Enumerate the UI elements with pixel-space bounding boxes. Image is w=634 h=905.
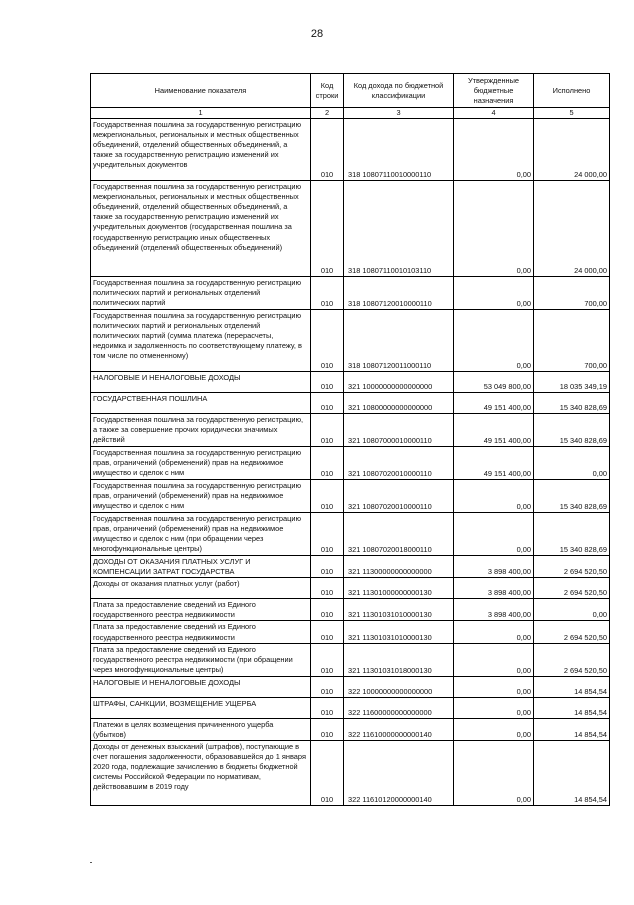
col-number: 5 — [534, 108, 610, 119]
row-kbk: 321 11301031010000130 — [344, 621, 454, 643]
row-approved: 0,00 — [454, 119, 534, 181]
row-executed: 2 694 520,50 — [534, 578, 610, 599]
row-executed: 700,00 — [534, 310, 610, 372]
row-code: 010 — [311, 447, 344, 480]
row-executed: 14 854,54 — [534, 697, 610, 718]
row-code: 010 — [311, 181, 344, 277]
revenue-table — [90, 73, 610, 806]
row-code: 010 — [311, 643, 344, 676]
row-name: ДОХОДЫ ОТ ОКАЗАНИЯ ПЛАТНЫХ УСЛУГ И КОМПЕНСАЦИИ ЗАТРАТ ГОСУДАРСТВА — [91, 556, 311, 578]
row-name: Государственная пошлина за государственную регистрацию прав, ограничений (обременений) прав на недвижимое имущество и сделок с ним — [91, 480, 311, 513]
table-header-row — [91, 74, 610, 108]
row-code: 010 — [311, 119, 344, 181]
row-code: 010 — [311, 676, 344, 697]
row-name: Государственная пошлина за государственную регистрацию политических партий и региональных отделений политических партий — [91, 277, 311, 310]
col-number: 1 — [91, 108, 311, 119]
row-name: Государственная пошлина за государственную регистрацию политических партий и региональных отделений политических партий (сумма платежа (перерасчеты, недоимка и задолженность по соответствующему платежу, в том числе по отмененному) — [91, 310, 311, 372]
row-kbk: 318 10807120010000110 — [344, 277, 454, 310]
table-row — [91, 621, 610, 643]
row-name: Государственная пошлина за государственную регистрацию прав, ограничений (обременений) прав на недвижимое имущество и сделок с ним — [91, 447, 311, 480]
row-kbk: 321 10800000000000000 — [344, 393, 454, 414]
table-row — [91, 447, 610, 480]
row-name: Государственная пошлина за государственную регистрацию, а также за совершение прочих юридически значимых действий — [91, 414, 311, 447]
row-code: 010 — [311, 393, 344, 414]
row-executed: 2 694 520,50 — [534, 556, 610, 578]
row-name: Плата за предоставление сведений из Единого государственного реестра недвижимости (при обращении через многофункциональные центры) — [91, 643, 311, 676]
row-approved: 3 898 400,00 — [454, 578, 534, 599]
table-row — [91, 599, 610, 621]
row-kbk: 322 11610120000000140 — [344, 740, 454, 805]
row-kbk: 322 11610000000000140 — [344, 718, 454, 740]
table-row — [91, 372, 610, 393]
header-code: Код строки — [311, 74, 344, 108]
table-row — [91, 181, 610, 277]
row-code: 010 — [311, 697, 344, 718]
header-approved: Утвержденные бюджетные назначения — [454, 74, 534, 108]
table-row — [91, 718, 610, 740]
row-code: 010 — [311, 718, 344, 740]
row-name: Платежи в целях возмещения причиненного ущерба (убытков) — [91, 718, 311, 740]
row-approved: 0,00 — [454, 718, 534, 740]
row-name: Плата за предоставление сведений из Единого государственного реестра недвижимости — [91, 599, 311, 621]
row-code: 010 — [311, 277, 344, 310]
header-kbk: Код дохода по бюджетной классификации — [344, 74, 454, 108]
row-code: 010 — [311, 578, 344, 599]
row-approved: 0,00 — [454, 676, 534, 697]
row-kbk: 321 11301031010000130 — [344, 599, 454, 621]
table-row — [91, 578, 610, 599]
column-number-row — [91, 108, 610, 119]
col-number: 4 — [454, 108, 534, 119]
row-kbk: 321 10000000000000000 — [344, 372, 454, 393]
table-row — [91, 676, 610, 697]
row-kbk: 322 10000000000000000 — [344, 676, 454, 697]
row-executed: 14 854,54 — [534, 718, 610, 740]
row-approved: 3 898 400,00 — [454, 599, 534, 621]
table-row — [91, 310, 610, 372]
row-kbk: 322 11600000000000000 — [344, 697, 454, 718]
row-kbk: 321 10807020010000110 — [344, 447, 454, 480]
row-kbk: 321 10807020018000110 — [344, 513, 454, 556]
row-executed: 15 340 828,69 — [534, 393, 610, 414]
row-executed: 24 000,00 — [534, 181, 610, 277]
row-name: ГОСУДАРСТВЕННАЯ ПОШЛИНА — [91, 393, 311, 414]
page-number: 28 — [310, 28, 324, 40]
row-kbk: 321 10807000010000110 — [344, 414, 454, 447]
row-name: Плата за предоставление сведений из Единого государственного реестра недвижимости — [91, 621, 311, 643]
row-approved: 0,00 — [454, 480, 534, 513]
row-name: Доходы от оказания платных услуг (работ) — [91, 578, 311, 599]
row-kbk: 318 10807110010000110 — [344, 119, 454, 181]
row-executed: 0,00 — [534, 447, 610, 480]
row-approved: 0,00 — [454, 621, 534, 643]
row-kbk: 321 11301031018000130 — [344, 643, 454, 676]
header-name: Наименование показателя — [91, 74, 311, 108]
row-approved: 3 898 400,00 — [454, 556, 534, 578]
row-executed: 14 854,54 — [534, 676, 610, 697]
row-kbk: 318 10807120011000110 — [344, 310, 454, 372]
col-number: 2 — [311, 108, 344, 119]
row-code: 010 — [311, 513, 344, 556]
table-row — [91, 697, 610, 718]
row-code: 010 — [311, 740, 344, 805]
row-code: 010 — [311, 414, 344, 447]
row-approved: 0,00 — [454, 643, 534, 676]
row-approved: 49 151 400,00 — [454, 393, 534, 414]
row-approved: 53 049 800,00 — [454, 372, 534, 393]
table-row — [91, 480, 610, 513]
table-row — [91, 643, 610, 676]
row-approved: 0,00 — [454, 513, 534, 556]
footer-mark — [90, 862, 92, 863]
row-code: 010 — [311, 372, 344, 393]
row-name: Доходы от денежных взысканий (штрафов), поступающие в счет погашения задолженности, образовавшейся до 1 января 2020 года, подлежащие зачислению в бюджеты бюджетной системы Российской Федерации по нормативам, действовавшим в 2019 году — [91, 740, 311, 805]
header-executed: Исполнено — [534, 74, 610, 108]
row-executed: 15 340 828,69 — [534, 513, 610, 556]
row-executed: 24 000,00 — [534, 119, 610, 181]
table-row — [91, 740, 610, 805]
row-executed: 15 340 828,69 — [534, 480, 610, 513]
row-name: НАЛОГОВЫЕ И НЕНАЛОГОВЫЕ ДОХОДЫ — [91, 372, 311, 393]
table-row — [91, 119, 610, 181]
row-approved: 49 151 400,00 — [454, 414, 534, 447]
row-name: ШТРАФЫ, САНКЦИИ, ВОЗМЕЩЕНИЕ УЩЕРБА — [91, 697, 311, 718]
row-code: 010 — [311, 599, 344, 621]
col-number: 3 — [344, 108, 454, 119]
table-row — [91, 414, 610, 447]
table-row — [91, 393, 610, 414]
row-code: 010 — [311, 621, 344, 643]
row-executed: 2 694 520,50 — [534, 621, 610, 643]
row-approved: 0,00 — [454, 277, 534, 310]
row-executed: 15 340 828,69 — [534, 414, 610, 447]
row-kbk: 321 10807020010000110 — [344, 480, 454, 513]
row-approved: 0,00 — [454, 697, 534, 718]
row-name: Государственная пошлина за государственную регистрацию прав, ограничений (обременений) прав на недвижимое имущество и сделок с ним (при обращении через многофункциональные центры) — [91, 513, 311, 556]
table-row — [91, 556, 610, 578]
row-name: Государственная пошлина за государственную регистрацию межрегиональных, региональных и местных общественных объединений, отделений общественных объединений, а также за государственную регистрацию изменений их учредительных документов — [91, 119, 311, 181]
row-executed: 14 854,54 — [534, 740, 610, 805]
table-row — [91, 277, 610, 310]
row-code: 010 — [311, 556, 344, 578]
row-name: НАЛОГОВЫЕ И НЕНАЛОГОВЫЕ ДОХОДЫ — [91, 676, 311, 697]
row-name: Государственная пошлина за государственную регистрацию межрегиональных, региональных и местных общественных объединений, отделений общественных объединений, а также за государственную регистрацию изменений их учредительных документов (государственная пошлина за государственную регистрацию иных общественных объединений (отделений общественных объединений) — [91, 181, 311, 277]
row-approved: 0,00 — [454, 181, 534, 277]
table-row — [91, 513, 610, 556]
row-executed: 18 035 349,19 — [534, 372, 610, 393]
row-executed: 2 694 520,50 — [534, 643, 610, 676]
row-approved: 49 151 400,00 — [454, 447, 534, 480]
row-kbk: 321 11300000000000000 — [344, 556, 454, 578]
row-code: 010 — [311, 310, 344, 372]
row-approved: 0,00 — [454, 310, 534, 372]
row-executed: 700,00 — [534, 277, 610, 310]
row-executed: 0,00 — [534, 599, 610, 621]
row-approved: 0,00 — [454, 740, 534, 805]
row-code: 010 — [311, 480, 344, 513]
row-kbk: 321 11301000000000130 — [344, 578, 454, 599]
row-kbk: 318 10807110010103110 — [344, 181, 454, 277]
